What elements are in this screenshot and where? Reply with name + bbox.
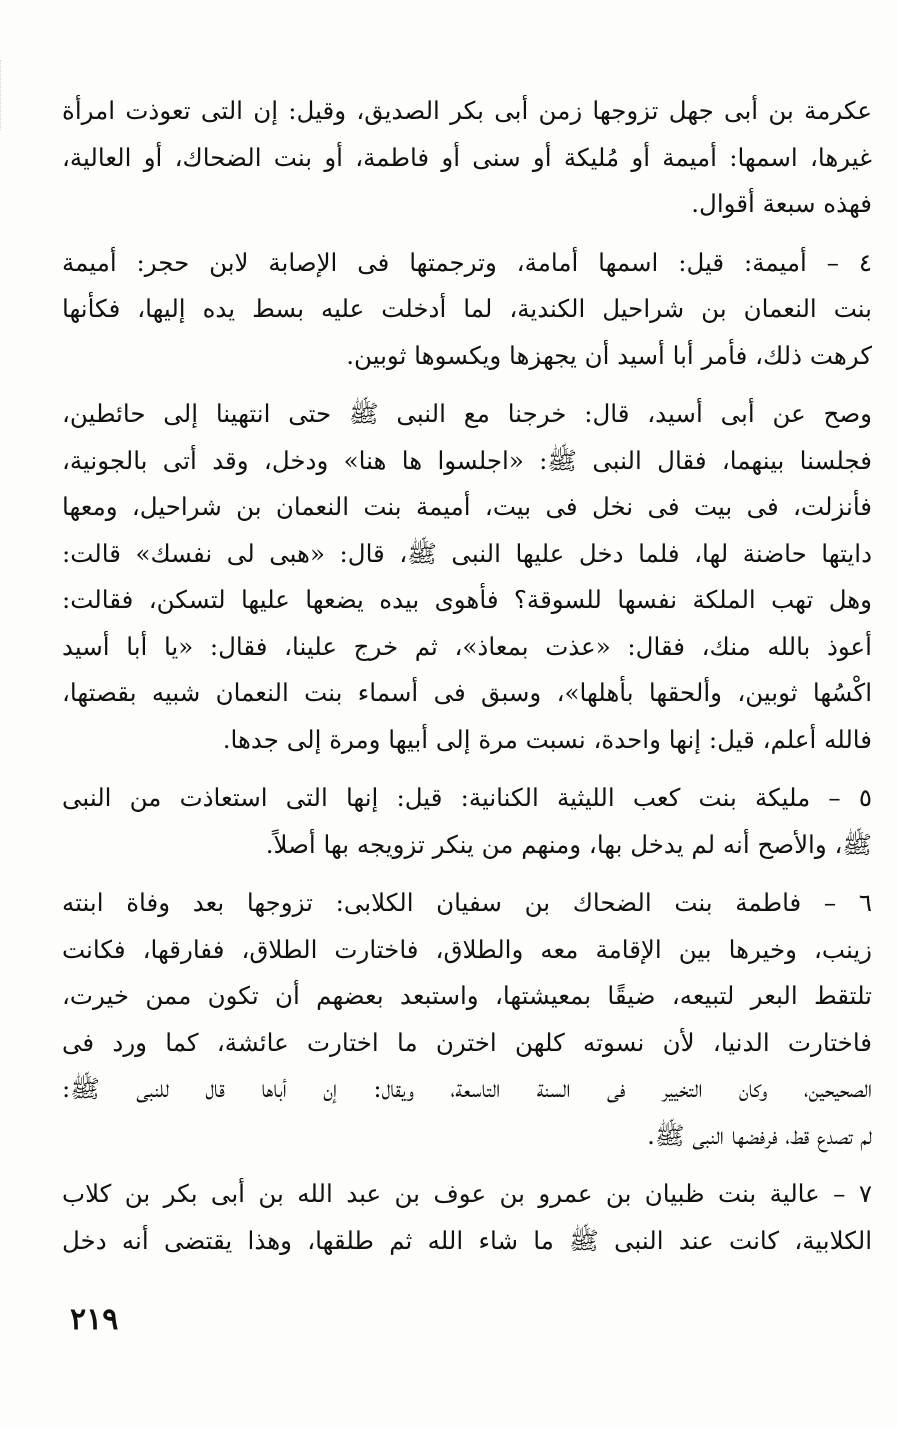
text-line: لم تصدع قط، فرفضها النبى ﷺ. xyxy=(647,1120,872,1150)
text-line: دايتها حاضنة لها، فلما دخل عليها النبى ﷺ، قال: «هبى لى نفسك» قالت: xyxy=(62,538,872,568)
text-line: زينب، وخيرها بين الإقامة معه والطلاق، فاختارت الطلاق، ففارقها، فكانت xyxy=(62,934,872,964)
paragraph xyxy=(62,880,872,1159)
text-line: ٧ – عالية بنت ظبيان بن عمرو بن عوف بن عبد الله بن أبى بكر بن كلاب xyxy=(62,1179,872,1208)
text-line: غيرها، اسمها: أميمة أو مُليكة أو سنى أو فاطمة، أو بنت الضحاك، أو العالية، xyxy=(62,142,872,172)
paragraph xyxy=(62,391,872,763)
text-line: وصح عن أبى أسيد، قال: خرجنا مع النبى ﷺ حتى انتهينا إلى حائطين، xyxy=(62,399,872,428)
page-body-text xyxy=(62,88,872,1276)
text-line: فجلسنا بينهما، فقال النبى ﷺ: «اجلسوا ها هنا» ودخل، وقد أتى بالجونية، xyxy=(62,445,872,475)
text-line: فأنزلت، فى بيت فى نخل فى بيت، أميمة بنت النعمان بن شراحيل، ومعها xyxy=(62,492,872,521)
text-line: فالله أعلم، قيل: إنها واحدة، نسبت مرة إلى أبيها ومرة إلى جدها. xyxy=(222,724,872,754)
paragraph xyxy=(62,775,872,868)
text-line: الصحيحين، وكان التخيير فى السنة التاسعة، ويقال: إن أباها قال للنبى ﷺ: xyxy=(62,1074,872,1103)
text-line: أعوذ بالله منك، فقال: «عذت بمعاذ»، ثم خرج علينا، فقال: «يا أبا أسيد xyxy=(62,631,872,661)
text-line: فاختارت الدنيا، لأن نسوته كلهن اخترن ما اختارت عائشة، كما ورد فى xyxy=(62,1027,872,1057)
paragraph xyxy=(62,1171,872,1264)
page-number: ٢١٩ xyxy=(70,1302,119,1337)
text-line: ٥ – مليكة بنت كعب الليثية الكنانية: قيل: إنها التى استعاذت من النبى xyxy=(62,783,872,812)
text-line: وهل تهب الملكة نفسها للسوقة؟ فأهوى بيده يضعها عليها لتسكن، فقالت: xyxy=(62,585,872,614)
paragraph xyxy=(62,240,872,380)
text-line: عكرمة بن أبى جهل تزوجها زمن أبى بكر الصديق، وقيل: إن التى تعوذت امرأة xyxy=(62,96,872,125)
text-line: ٤ – أميمة: قيل: اسمها أمامة، وترجمتها فى الإصابة لابن حجر: أميمة xyxy=(62,247,872,277)
text-line: اكْسُها ثوبين، وألحقها بأهلها»، وسبق فى أسماء بنت النعمان شبيه بقصتها، xyxy=(62,678,872,707)
text-line: فهذه سبعة أقوال. xyxy=(691,189,872,218)
text-line: كرهت ذلك، فأمر أبا أسيد أن يجهزها ويكسوها ثوبين. xyxy=(346,340,872,370)
paragraph xyxy=(62,88,872,228)
text-line: الكلابية، كانت عند النبى ﷺ ما شاء الله ثم طلقها، وهذا يقتضى أنه دخل xyxy=(62,1225,872,1255)
text-line: ﷺ، والأصح أنه لم يدخل بها، ومنهم من ينكر تزويجه بها أصلاً. xyxy=(265,829,872,859)
text-line: تلتقط البعر لتبيعه، ضيقًا بمعيشتها، واستبعد بعضهم أن تكون ممن خيرت، xyxy=(62,981,872,1010)
text-line: ٦ – فاطمة بنت الضحاك بن سفيان الكلابى: تزوجها بعد وفاة ابنته xyxy=(62,888,872,917)
margin-scan-artifact xyxy=(0,60,15,130)
text-line: بنت النعمان بن شراحيل الكندية، لما أدخلت عليه بسط يده إليها، فكأنها xyxy=(62,294,872,323)
